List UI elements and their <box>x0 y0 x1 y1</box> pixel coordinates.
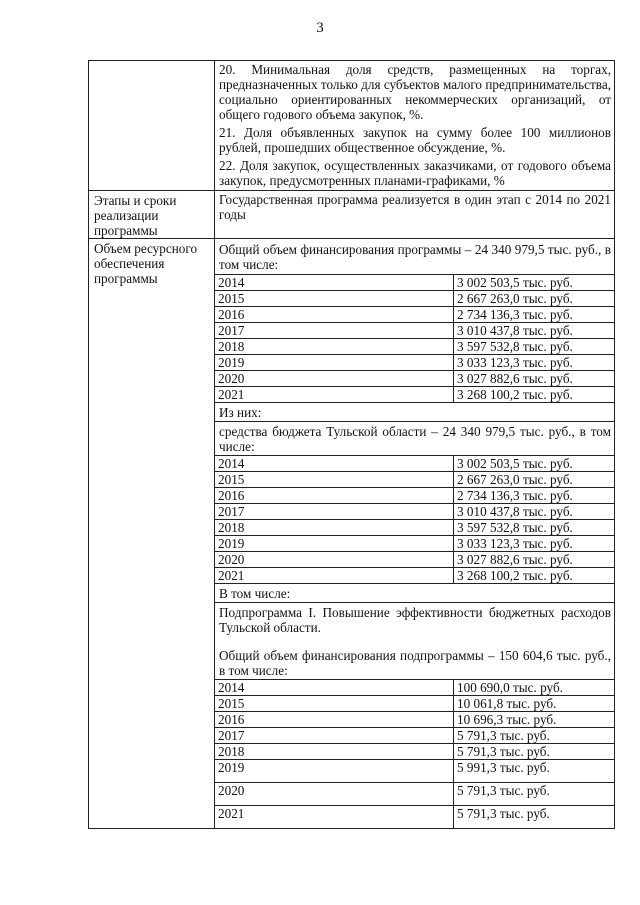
year-row <box>215 323 614 339</box>
year-cell: 2021 <box>215 806 454 829</box>
amount-cell: 3 010 437,8 тыс. руб. <box>454 323 615 339</box>
year-cell: 2019 <box>215 355 454 371</box>
amount-cell: 3 027 882,6 тыс. руб. <box>454 371 615 387</box>
year-cell: 2016 <box>215 307 454 323</box>
year-cell: 2018 <box>215 339 454 355</box>
amount-cell: 3 268 100,2 тыс. руб. <box>454 568 615 584</box>
year-cell: 2019 <box>215 536 454 552</box>
amount-cell: 10 696,3 тыс. руб. <box>454 712 615 728</box>
year-cell: 2014 <box>215 456 454 472</box>
year-row <box>215 275 614 291</box>
amount-cell: 2 734 136,3 тыс. руб. <box>454 307 615 323</box>
year-cell: 2017 <box>215 504 454 520</box>
year-row <box>215 456 614 472</box>
year-cell: 2017 <box>215 728 454 744</box>
amount-cell: 3 033 123,3 тыс. руб. <box>454 355 615 371</box>
subprogram-total-text: Общий объем финансирования подпрограммы – 150 604,6 тыс. руб., в том числе: <box>219 648 611 678</box>
page-number: 3 <box>316 20 324 36</box>
of-them-label: Из них: <box>215 402 614 421</box>
amount-cell: 2 667 263,0 тыс. руб. <box>454 291 615 307</box>
amount-cell: 3 268 100,2 тыс. руб. <box>454 387 615 403</box>
resources-content-cell <box>215 239 615 829</box>
year-row <box>215 536 614 552</box>
year-cell: 2015 <box>215 291 454 307</box>
amount-cell: 5 791,3 тыс. руб. <box>454 806 615 829</box>
goals-row <box>89 61 615 191</box>
year-cell: 2016 <box>215 488 454 504</box>
total-financing-text: Общий объем финансирования программы – 24 340 979,5 тыс. руб., в том числе: <box>219 242 611 272</box>
subprogram-title: Подпрограмма I. Повышение эффективности бюджетных расходов Тульской области. <box>219 605 611 635</box>
amount-cell: 100 690,0 тыс. руб. <box>454 680 615 696</box>
year-row <box>215 355 614 371</box>
stages-text-body: Государственная программа реализуется в один этап с 2014 по 2021 годы <box>219 192 611 222</box>
amount-cell: 5 991,3 тыс. руб. <box>454 760 615 783</box>
year-row <box>215 568 614 584</box>
amount-cell: 3 010 437,8 тыс. руб. <box>454 504 615 520</box>
year-row <box>215 696 614 712</box>
stages-text <box>215 191 615 239</box>
subprogram-year-table <box>215 679 614 828</box>
year-row <box>215 291 614 307</box>
stages-row <box>89 191 615 239</box>
budget-year-table <box>215 455 614 583</box>
year-cell: 2014 <box>215 275 454 291</box>
amount-cell: 3 002 503,5 тыс. руб. <box>454 275 615 291</box>
amount-cell: 5 791,3 тыс. руб. <box>454 783 615 806</box>
year-row <box>215 783 614 806</box>
year-cell: 2020 <box>215 783 454 806</box>
stages-label: Этапы и сроки реализации программы <box>89 191 215 239</box>
resources-label: Объем ресурсного обеспечения программы <box>89 239 215 829</box>
year-cell: 2019 <box>215 760 454 783</box>
year-row <box>215 339 614 355</box>
amount-cell: 5 791,3 тыс. руб. <box>454 728 615 744</box>
year-row <box>215 728 614 744</box>
year-row <box>215 712 614 728</box>
year-cell: 2017 <box>215 323 454 339</box>
year-row <box>215 744 614 760</box>
year-row <box>215 504 614 520</box>
year-cell: 2016 <box>215 712 454 728</box>
amount-cell: 10 061,8 тыс. руб. <box>454 696 615 712</box>
amount-cell: 5 791,3 тыс. руб. <box>454 744 615 760</box>
amount-cell: 2 667 263,0 тыс. руб. <box>454 472 615 488</box>
year-cell: 2020 <box>215 552 454 568</box>
year-cell: 2020 <box>215 371 454 387</box>
year-row <box>215 552 614 568</box>
year-row <box>215 307 614 323</box>
year-row <box>215 806 614 829</box>
year-row <box>215 760 614 783</box>
amount-cell: 3 033 123,3 тыс. руб. <box>454 536 615 552</box>
amount-cell: 2 734 136,3 тыс. руб. <box>454 488 615 504</box>
goals-content-cell <box>215 61 615 191</box>
year-cell: 2021 <box>215 387 454 403</box>
passport-table <box>88 60 615 829</box>
goals-label-cell <box>89 61 215 191</box>
year-cell: 2021 <box>215 568 454 584</box>
total-year-table <box>215 274 614 402</box>
year-row <box>215 387 614 403</box>
year-cell: 2015 <box>215 696 454 712</box>
year-cell: 2018 <box>215 520 454 536</box>
budget-financing-text: средства бюджета Тульской области – 24 340 979,5 тыс. руб., в том числе: <box>215 421 614 455</box>
year-row <box>215 680 614 696</box>
amount-cell: 3 002 503,5 тыс. руб. <box>454 456 615 472</box>
amount-cell: 3 597 532,8 тыс. руб. <box>454 339 615 355</box>
year-cell: 2018 <box>215 744 454 760</box>
goal-item-22: 22. Доля закупок, осуществленных заказчиками, от годового объема закупок, предусмотренных планами-графиками, % <box>219 158 611 188</box>
amount-cell: 3 597 532,8 тыс. руб. <box>454 520 615 536</box>
goal-item-20: 20. Минимальная доля средств, размещенных на торгах, предназначенных только для субъектов малого предпринимательства, социально ориентированных некоммерческих организаций, от общего годового объема закупок, %. <box>219 62 611 122</box>
year-row <box>215 371 614 387</box>
resources-row <box>89 239 615 829</box>
year-row <box>215 520 614 536</box>
subprogram-block <box>215 602 614 679</box>
year-cell: 2015 <box>215 472 454 488</box>
including-label: В том числе: <box>215 583 614 602</box>
amount-cell: 3 027 882,6 тыс. руб. <box>454 552 615 568</box>
year-cell: 2014 <box>215 680 454 696</box>
year-row <box>215 488 614 504</box>
goal-item-21: 21. Доля объявленных закупок на сумму более 100 миллионов рублей, прошедших общественное обсуждение, %. <box>219 125 611 155</box>
year-row <box>215 472 614 488</box>
